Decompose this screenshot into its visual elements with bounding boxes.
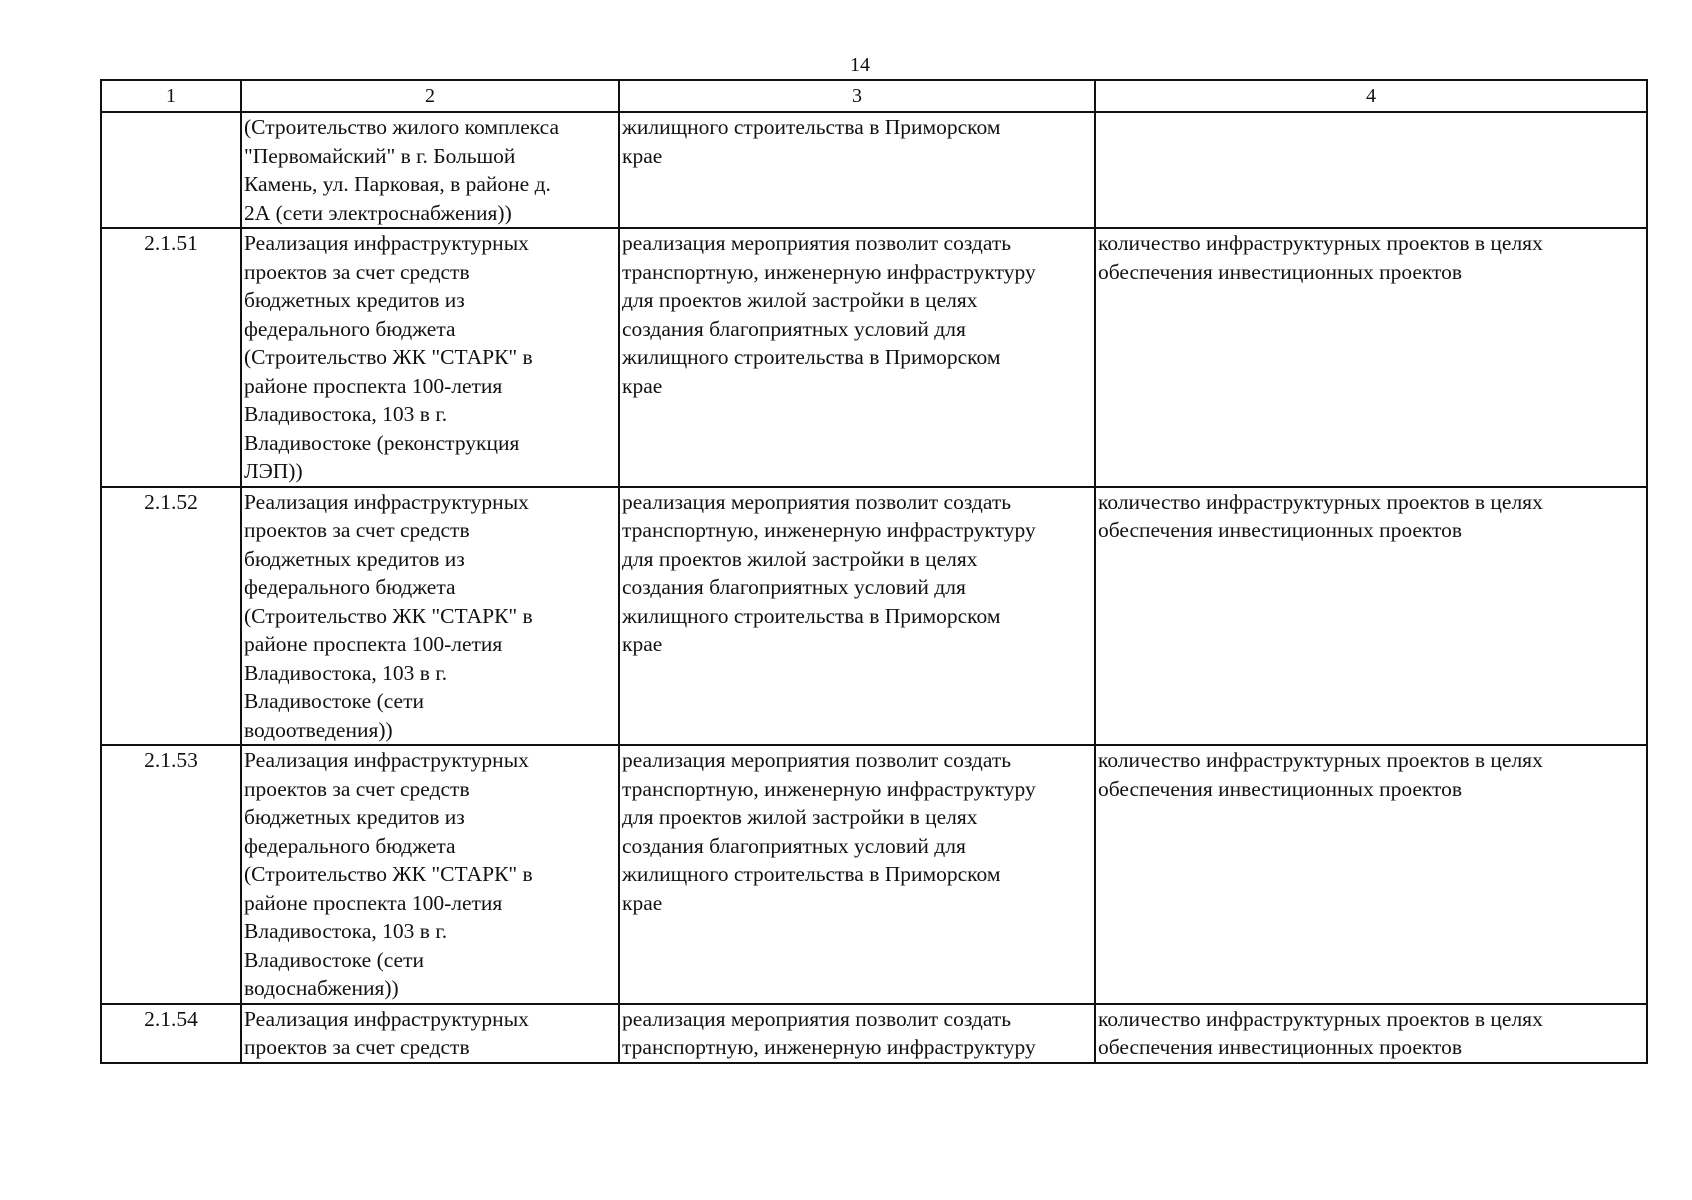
row-number-cell <box>101 112 241 228</box>
table-row <box>101 1004 1647 1063</box>
result-cell: жилищного строительства в Приморском крае <box>619 112 1095 228</box>
event-cell: Реализация инфраструктурных проектов за счет средств бюджетных кредитов из федерального бюджета (Строительство ЖК "СТАРК" в районе проспекта 100-летия Владивостока, 103 в г. Владивостоке (реконструкция ЛЭП)) <box>241 228 619 487</box>
indicator-cell: количество инфраструктурных проектов в целях обеспечения инвестиционных проектов <box>1095 745 1647 1004</box>
indicator-cell: количество инфраструктурных проектов в целях обеспечения инвестиционных проектов <box>1095 228 1647 487</box>
column-number-row <box>101 80 1647 112</box>
table-row <box>101 112 1647 228</box>
table-row <box>101 745 1647 1004</box>
program-table <box>100 79 1648 1064</box>
column-number-3: 3 <box>619 80 1095 112</box>
result-cell: реализация мероприятия позволит создать транспортную, инженерную инфраструктуру для проектов жилой застройки в целях создания благоприятных условий для жилищного строительства в Приморском крае <box>619 228 1095 487</box>
event-cell: Реализация инфраструктурных проектов за счет средств бюджетных кредитов из федерального бюджета (Строительство ЖК "СТАРК" в районе проспекта 100-летия Владивостока, 103 в г. Владивостоке (сети водоснабжения)) <box>241 745 619 1004</box>
row-number-cell: 2.1.52 <box>101 487 241 746</box>
event-cell: (Строительство жилого комплекса "Первомайский" в г. Большой Камень, ул. Парковая, в районе д. 2А (сети электроснабжения)) <box>241 112 619 228</box>
column-number-4: 4 <box>1095 80 1647 112</box>
result-cell: реализация мероприятия позволит создать транспортную, инженерную инфраструктуру для проектов жилой застройки в целях создания благоприятных условий для жилищного строительства в Приморском крае <box>619 487 1095 746</box>
table-row <box>101 487 1647 746</box>
table-row <box>101 228 1647 487</box>
column-number-2: 2 <box>241 80 619 112</box>
result-cell: реализация мероприятия позволит создать транспортную, инженерную инфраструктуру для проектов жилой застройки в целях создания благоприятных условий для жилищного строительства в Приморском крае <box>619 745 1095 1004</box>
result-cell: реализация мероприятия позволит создать транспортную, инженерную инфраструктуру <box>619 1004 1095 1063</box>
row-number-cell: 2.1.54 <box>101 1004 241 1063</box>
indicator-cell: количество инфраструктурных проектов в целях обеспечения инвестиционных проектов <box>1095 487 1647 746</box>
row-number-cell: 2.1.51 <box>101 228 241 487</box>
indicator-cell <box>1095 112 1647 228</box>
event-cell: Реализация инфраструктурных проектов за счет средств <box>241 1004 619 1063</box>
page-number: 14 <box>850 54 870 76</box>
column-number-1: 1 <box>101 80 241 112</box>
indicator-cell: количество инфраструктурных проектов в целях обеспечения инвестиционных проектов <box>1095 1004 1647 1063</box>
row-number-cell: 2.1.53 <box>101 745 241 1004</box>
event-cell: Реализация инфраструктурных проектов за счет средств бюджетных кредитов из федерального бюджета (Строительство ЖК "СТАРК" в районе проспекта 100-летия Владивостока, 103 в г. Владивостоке (сети водоотведения)) <box>241 487 619 746</box>
